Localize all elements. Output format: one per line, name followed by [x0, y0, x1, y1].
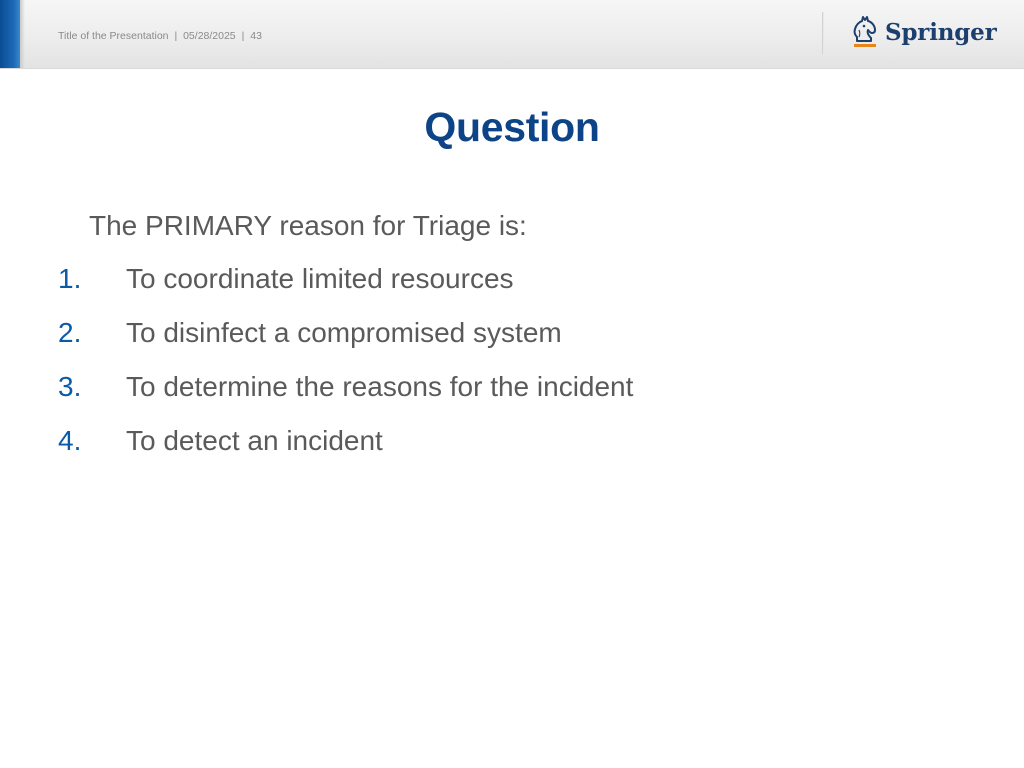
header-divider [822, 12, 824, 54]
meta-separator: | [241, 30, 245, 42]
header-accent-bar [0, 0, 20, 68]
option-text: To coordinate limited resources [126, 263, 514, 294]
springer-logo [850, 14, 997, 50]
option-number: 3. [58, 371, 82, 402]
page-number: 43 [250, 30, 262, 42]
springer-wordmark: Springer [885, 19, 997, 46]
slide-title: Question [424, 104, 600, 150]
meta-separator: | [174, 30, 178, 42]
option-text: To determine the reasons for the incident [126, 371, 634, 402]
option-number: 1. [58, 263, 82, 294]
header-accent-shadow [20, 0, 25, 68]
presentation-date: 05/28/2025 [183, 30, 236, 42]
header-meta [58, 30, 262, 42]
slide-header [0, 0, 1024, 69]
presentation-title: Title of the Presentation [58, 30, 169, 42]
option-text: To disinfect a compromised system [126, 317, 562, 348]
option-number: 4. [58, 425, 82, 456]
springer-chess-knight-icon [850, 14, 880, 50]
option-text: To detect an incident [126, 425, 383, 456]
question-intro: The PRIMARY reason for Triage is: [89, 210, 527, 241]
option-number: 2. [58, 317, 82, 348]
